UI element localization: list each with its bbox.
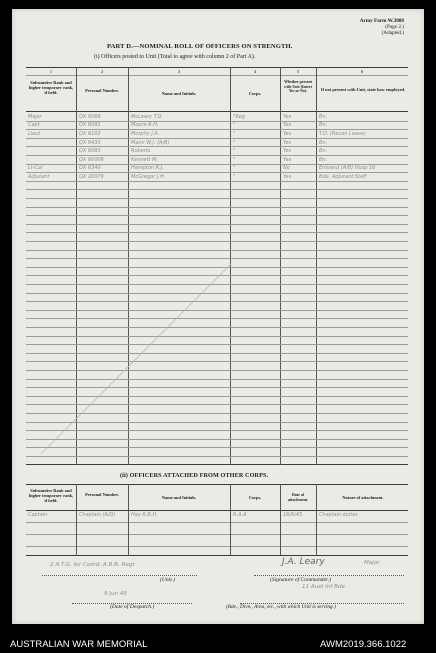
table-cell: QX 6433 xyxy=(79,139,101,146)
header-nature-attachment: Nature of attachment. xyxy=(342,495,384,500)
signature-value: J.A. Leary xyxy=(282,557,325,567)
column-number-rule xyxy=(26,75,408,76)
header-corps: Corps. xyxy=(248,91,262,96)
table-cell: Lieut xyxy=(28,131,41,137)
header-rule xyxy=(26,111,408,112)
archive-caption-bar xyxy=(0,636,436,653)
row-rule xyxy=(26,534,408,535)
signature-rank: Major xyxy=(364,560,380,566)
table-cell: Yes xyxy=(283,148,292,155)
table-cell: Yes xyxy=(283,139,292,146)
column-divider xyxy=(128,484,129,556)
column-number: 4 xyxy=(253,68,257,74)
table-cell: " xyxy=(233,156,236,163)
column-divider xyxy=(76,484,77,556)
table-cell: Roberts xyxy=(131,148,151,155)
form-adapted: (Adapted.) xyxy=(381,30,404,36)
signature-label: (Signature of Commander.) xyxy=(270,577,331,583)
table-cell: " xyxy=(233,165,236,172)
row-rule xyxy=(26,215,408,216)
archive-institution: AUSTRALIAN WAR MEMORIAL xyxy=(10,639,148,650)
table-cell: Chaplain (A/D) xyxy=(79,512,116,518)
table-cell: Bde. Adjutant Staff xyxy=(319,174,367,180)
table-cell: " xyxy=(233,148,236,155)
column-number: 1 xyxy=(49,68,53,74)
row-rule xyxy=(26,241,408,242)
table-cell: Moore R.H. xyxy=(131,122,159,129)
header-rank: Substantive Rank and higher temporary rank, if held. xyxy=(28,488,74,504)
part-d-title: PART D.—NOMINAL ROLL OF OFFICERS ON STRENGTH. xyxy=(107,43,293,50)
column-number: 6 xyxy=(360,68,364,74)
header-personal-number: Personal Number. xyxy=(85,492,119,497)
header-date-attachment: Date of attachment. xyxy=(287,492,309,503)
row-rule xyxy=(26,232,408,233)
row-rule xyxy=(26,198,408,199)
table-cell: 16/6/45 xyxy=(283,512,303,518)
table-cell: Bn. xyxy=(319,139,328,146)
unit-dotted-line xyxy=(42,575,197,576)
table-cell: Yes xyxy=(283,174,292,180)
table-cell: " xyxy=(233,139,236,146)
table-cell: Hay R.B.H. xyxy=(131,512,158,518)
table-cell: Major xyxy=(28,113,42,120)
header-name: Name and Initials. xyxy=(161,91,197,96)
column-number: 3 xyxy=(177,68,181,74)
row-rule xyxy=(26,522,408,523)
column-divider xyxy=(316,484,317,556)
row-rule xyxy=(26,250,408,251)
header-rule xyxy=(26,510,408,511)
header-present: Whether present with Unit (Insert Yes or No). xyxy=(284,80,312,94)
table-cell: Bn. xyxy=(319,122,328,129)
form-page-number: (Page 2.) xyxy=(385,24,404,30)
form-header xyxy=(312,18,404,36)
table-cell: QX 6102 xyxy=(79,131,101,137)
header-corps: Corps. xyxy=(248,495,262,500)
table-cell: Kennett M. xyxy=(131,156,159,163)
table-cell: QX 6083 xyxy=(79,148,101,155)
column-number: 2 xyxy=(100,68,104,74)
signature-dotted-line xyxy=(254,575,404,576)
row-rule xyxy=(26,207,408,208)
area-label: (Bde., Divn., Area, etc., with which Unit is serving.) xyxy=(226,604,336,610)
table-cell: QX 60006 xyxy=(79,156,104,163)
table-cell: QX 6068 xyxy=(79,113,101,120)
date-label: (Date of Despatch.) xyxy=(110,604,155,610)
table-cell: Hampton R.J. xyxy=(131,165,164,172)
table-cell: Capt xyxy=(28,122,40,129)
form-page xyxy=(12,9,424,624)
table-cell: Bn. xyxy=(319,113,328,120)
header-employment: If not present with Unit, state how employed. xyxy=(320,87,406,92)
part-ii-title: (ii) OFFICERS ATTACHED FROM OTHER CORPS. xyxy=(120,472,269,479)
table-cell: QX 6091 xyxy=(79,122,101,129)
table-cell: Yes xyxy=(283,113,292,120)
table-cell: "Reg xyxy=(233,113,246,120)
table-cell: T.O. (Recon Leave) xyxy=(319,131,366,137)
table-cell: " xyxy=(233,131,236,137)
header-rank: Substantive Rank and higher temporary rank, if held. xyxy=(28,80,74,96)
officers-attached-table xyxy=(26,484,408,556)
header-name: Name and Initials. xyxy=(161,495,197,500)
table-cell: Bn. xyxy=(319,156,328,163)
table-cell: R.A.A xyxy=(233,512,247,518)
table-cell: QX 20079 xyxy=(79,174,104,180)
cancel-stroke xyxy=(36,259,236,459)
column-number: 5 xyxy=(296,68,300,74)
table-cell: Lt-Col xyxy=(28,165,43,172)
form-name: Army Form W.3008 xyxy=(359,18,404,24)
date-value: 9 Jun 45 xyxy=(104,591,127,597)
area-value: 11 Aust Inf Bde xyxy=(302,584,345,590)
table-cell: Yes xyxy=(283,156,292,163)
row-rule xyxy=(26,181,408,182)
table-cell: McLeary T.D xyxy=(131,113,162,120)
table-bottom-rule xyxy=(26,555,408,556)
column-divider xyxy=(230,484,231,556)
table-cell: Bn. xyxy=(319,148,328,155)
unit-label: (Unit.) xyxy=(160,577,176,583)
table-cell: Yes xyxy=(283,131,292,137)
archive-accession: AWM2019.366.1022 xyxy=(320,639,407,650)
part-d-subtitle: (i) Officers posted to Unit (Total to agree with column 2 of Part A). xyxy=(94,54,256,60)
table-cell: " xyxy=(233,174,236,180)
table-cell: Adjutant xyxy=(28,174,50,180)
table-cell: Enloand (A/B) Hosp 16 xyxy=(319,165,376,172)
row-rule xyxy=(26,189,408,190)
table-cell: QX 6340 xyxy=(79,165,101,172)
table-bottom-rule xyxy=(26,464,408,465)
table-cell: " xyxy=(233,122,236,129)
table-cell: Morphy J.A. xyxy=(131,131,160,137)
table-cell: Mann W.J. (A/B) xyxy=(131,139,170,146)
row-rule xyxy=(26,224,408,225)
column-divider xyxy=(280,484,281,556)
unit-value: 2 A.T.G. for Comd. A.B.R. Regt xyxy=(50,562,135,568)
table-cell: McGregor J.H. xyxy=(131,174,166,180)
table-cell: Captain xyxy=(28,512,48,518)
table-top-rule xyxy=(26,484,408,485)
header-personal-number: Personal Number. xyxy=(85,88,119,93)
table-cell: Yes xyxy=(283,122,292,129)
row-rule xyxy=(26,546,408,547)
table-cell: Chaplain duties xyxy=(319,512,358,518)
table-cell: No xyxy=(283,165,290,172)
